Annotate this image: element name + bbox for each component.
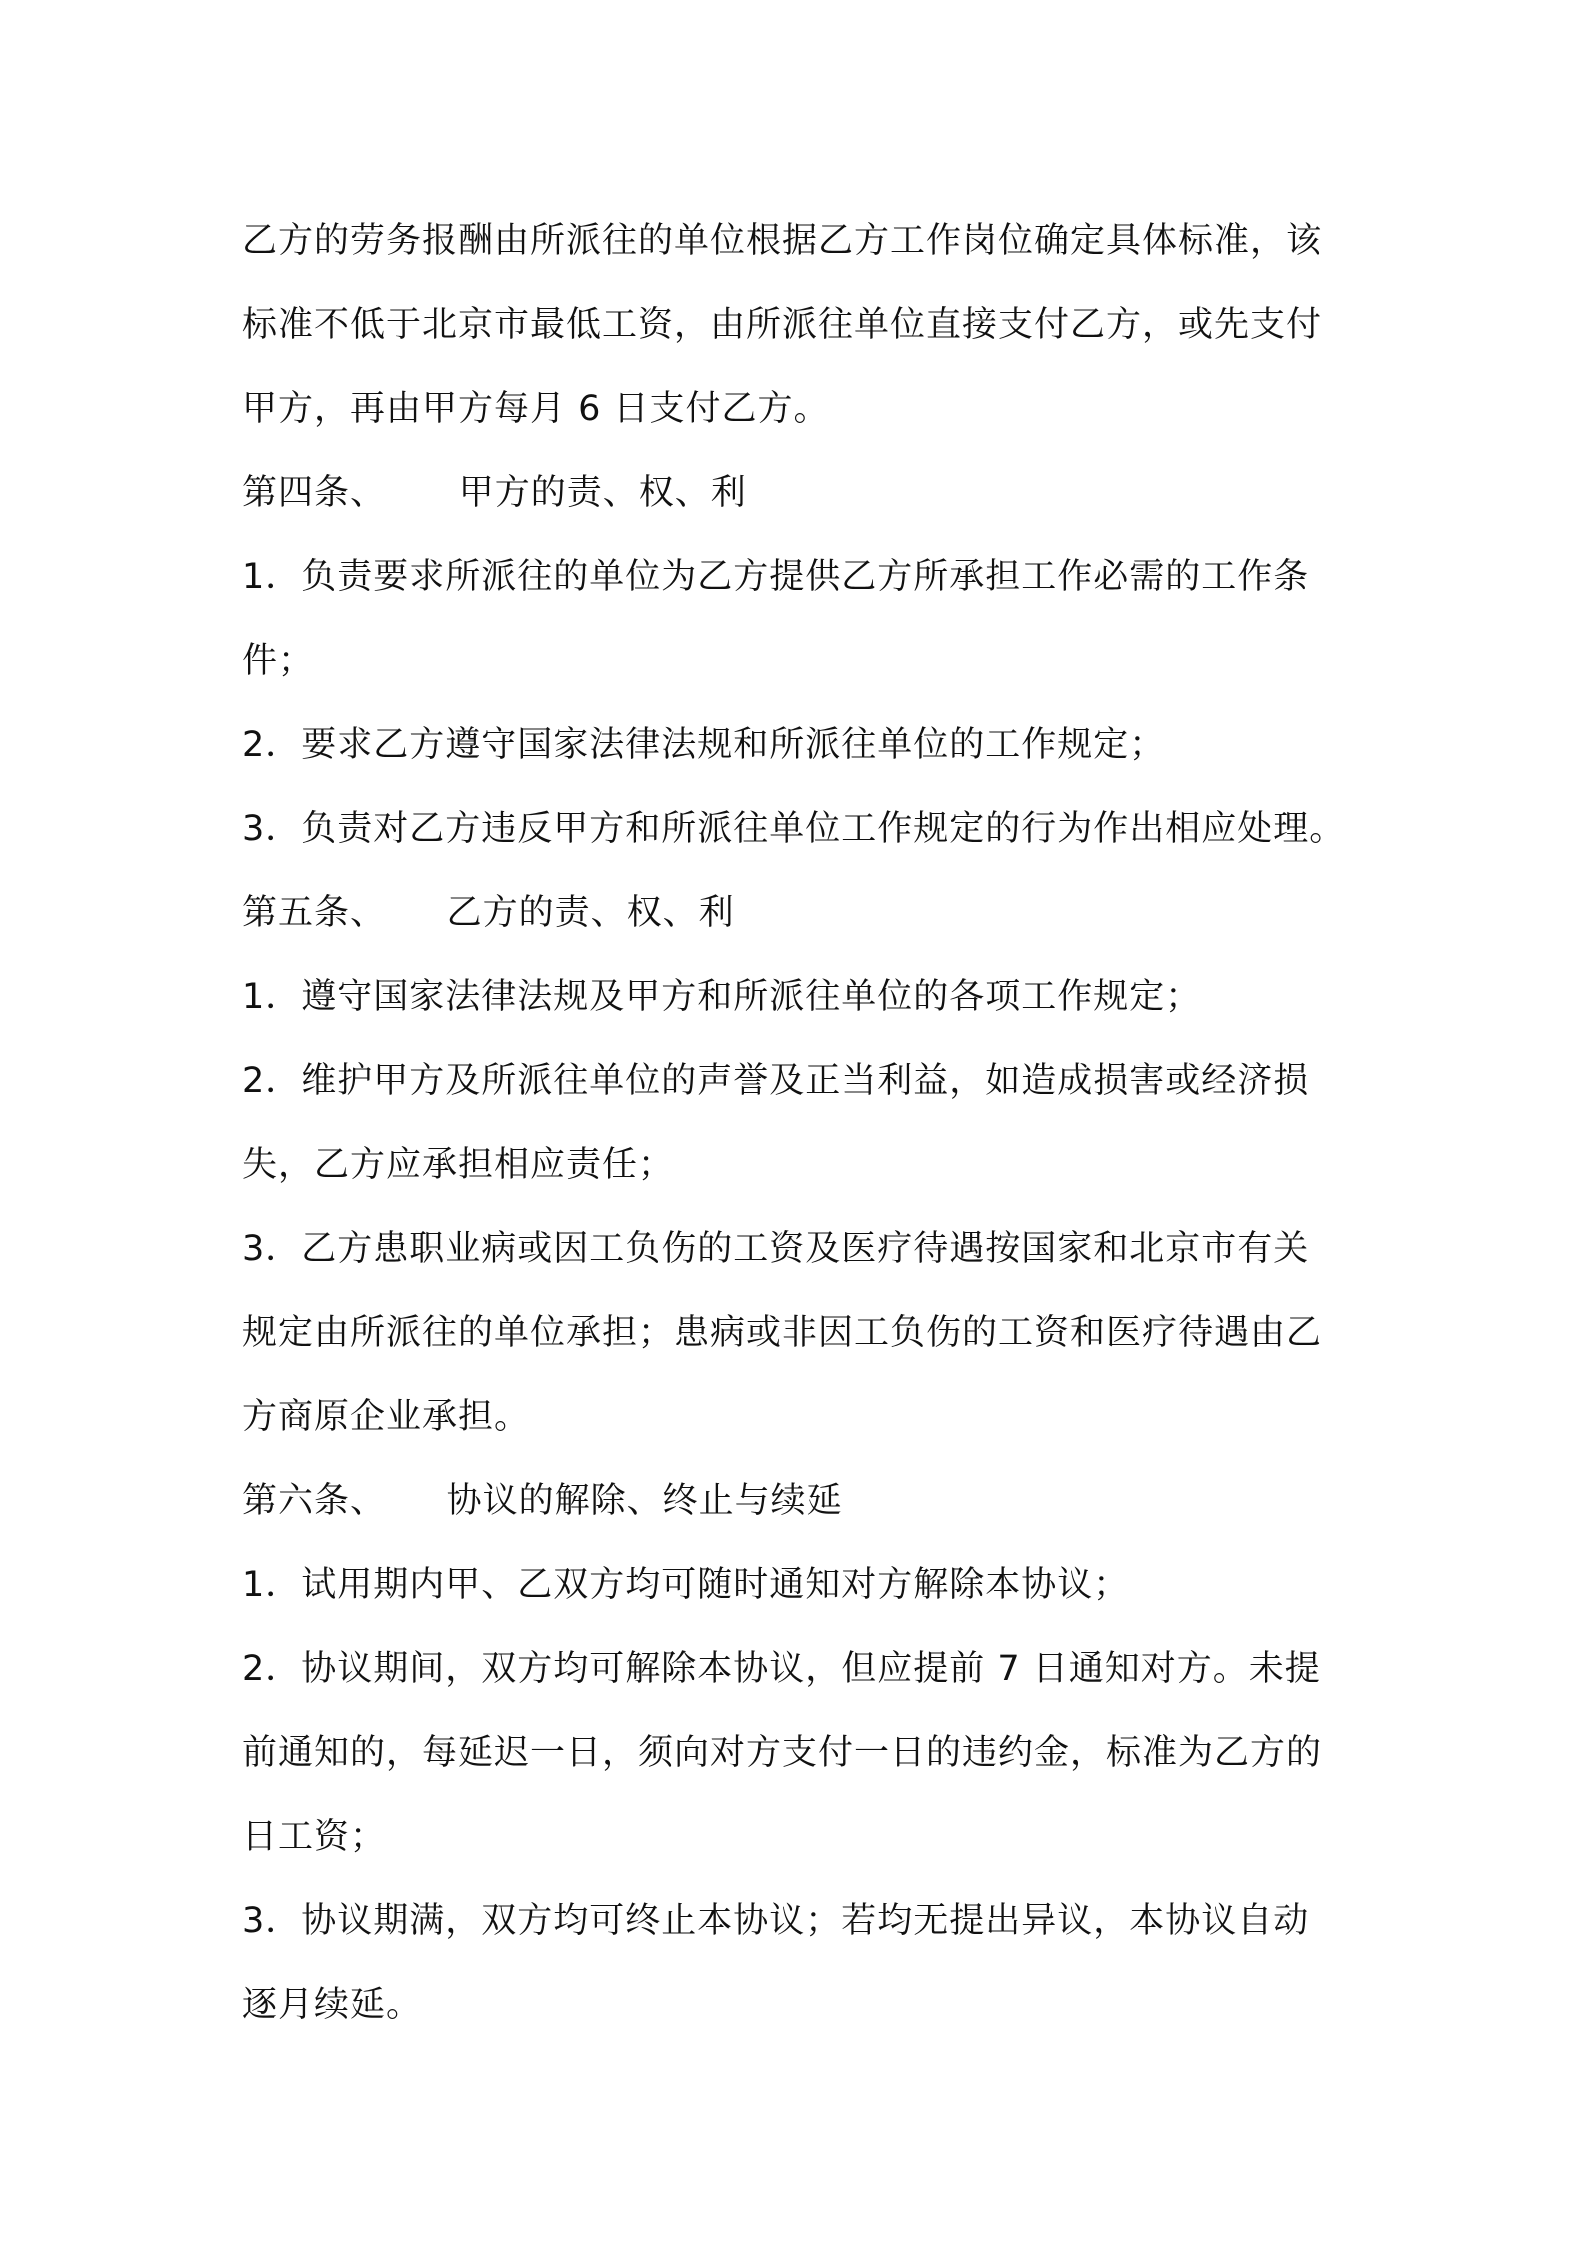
- section-heading-article-5: 第五条、 乙方的责、权、利: [242, 893, 735, 933]
- document-body: [242, 199, 1372, 2047]
- paragraph-line: 乙方的劳务报酬由所派往的单位根据乙方工作岗位确定具体标准，该: [242, 221, 1323, 261]
- section-heading-article-6: 第六条、 协议的解除、终止与续延: [242, 1481, 843, 1521]
- clause-line: 方商原企业承担。: [242, 1397, 531, 1437]
- clause-line: 2．协议期间，双方均可解除本协议，但应提前 7 日通知对方。未提: [242, 1649, 1321, 1689]
- clause-line: 失，乙方应承担相应责任；: [242, 1145, 675, 1185]
- clause-line: 1．负责要求所派往的单位为乙方提供乙方所承担工作必需的工作条: [242, 557, 1310, 597]
- section-heading-article-4: 第四条、 甲方的责、权、利: [242, 473, 747, 513]
- clause-line: 件；: [242, 641, 315, 681]
- clause-line: 3．乙方患职业病或因工负伤的工资及医疗待遇按国家和北京市有关: [242, 1229, 1310, 1269]
- clause-line: 3．协议期满，双方均可终止本协议；若均无提出异议，本协议自动: [242, 1901, 1310, 1941]
- clause-line: 1．试用期内甲、乙双方均可随时通知对方解除本协议；: [242, 1565, 1130, 1605]
- clause-line: 3．负责对乙方违反甲方和所派往单位工作规定的行为作出相应处理。: [242, 809, 1346, 849]
- clause-line: 规定由所派往的单位承担；患病或非因工负伤的工资和医疗待遇由乙: [242, 1313, 1323, 1353]
- clause-line: 2．要求乙方遵守国家法律法规和所派往单位的工作规定；: [242, 725, 1166, 765]
- clause-line: 逐月续延。: [242, 1985, 423, 2025]
- paragraph-line: 标准不低于北京市最低工资，由所派往单位直接支付乙方，或先支付: [242, 305, 1323, 345]
- clause-line: 1．遵守国家法律法规及甲方和所派往单位的各项工作规定；: [242, 977, 1202, 1017]
- paragraph-line: 甲方，再由甲方每月 6 日支付乙方。: [242, 389, 830, 429]
- clause-line: 日工资；: [242, 1817, 387, 1857]
- clause-line: 前通知的，每延迟一日，须向对方支付一日的违约金，标准为乙方的: [242, 1733, 1323, 1773]
- clause-line: 2．维护甲方及所派往单位的声誉及正当利益，如造成损害或经济损: [242, 1061, 1310, 1101]
